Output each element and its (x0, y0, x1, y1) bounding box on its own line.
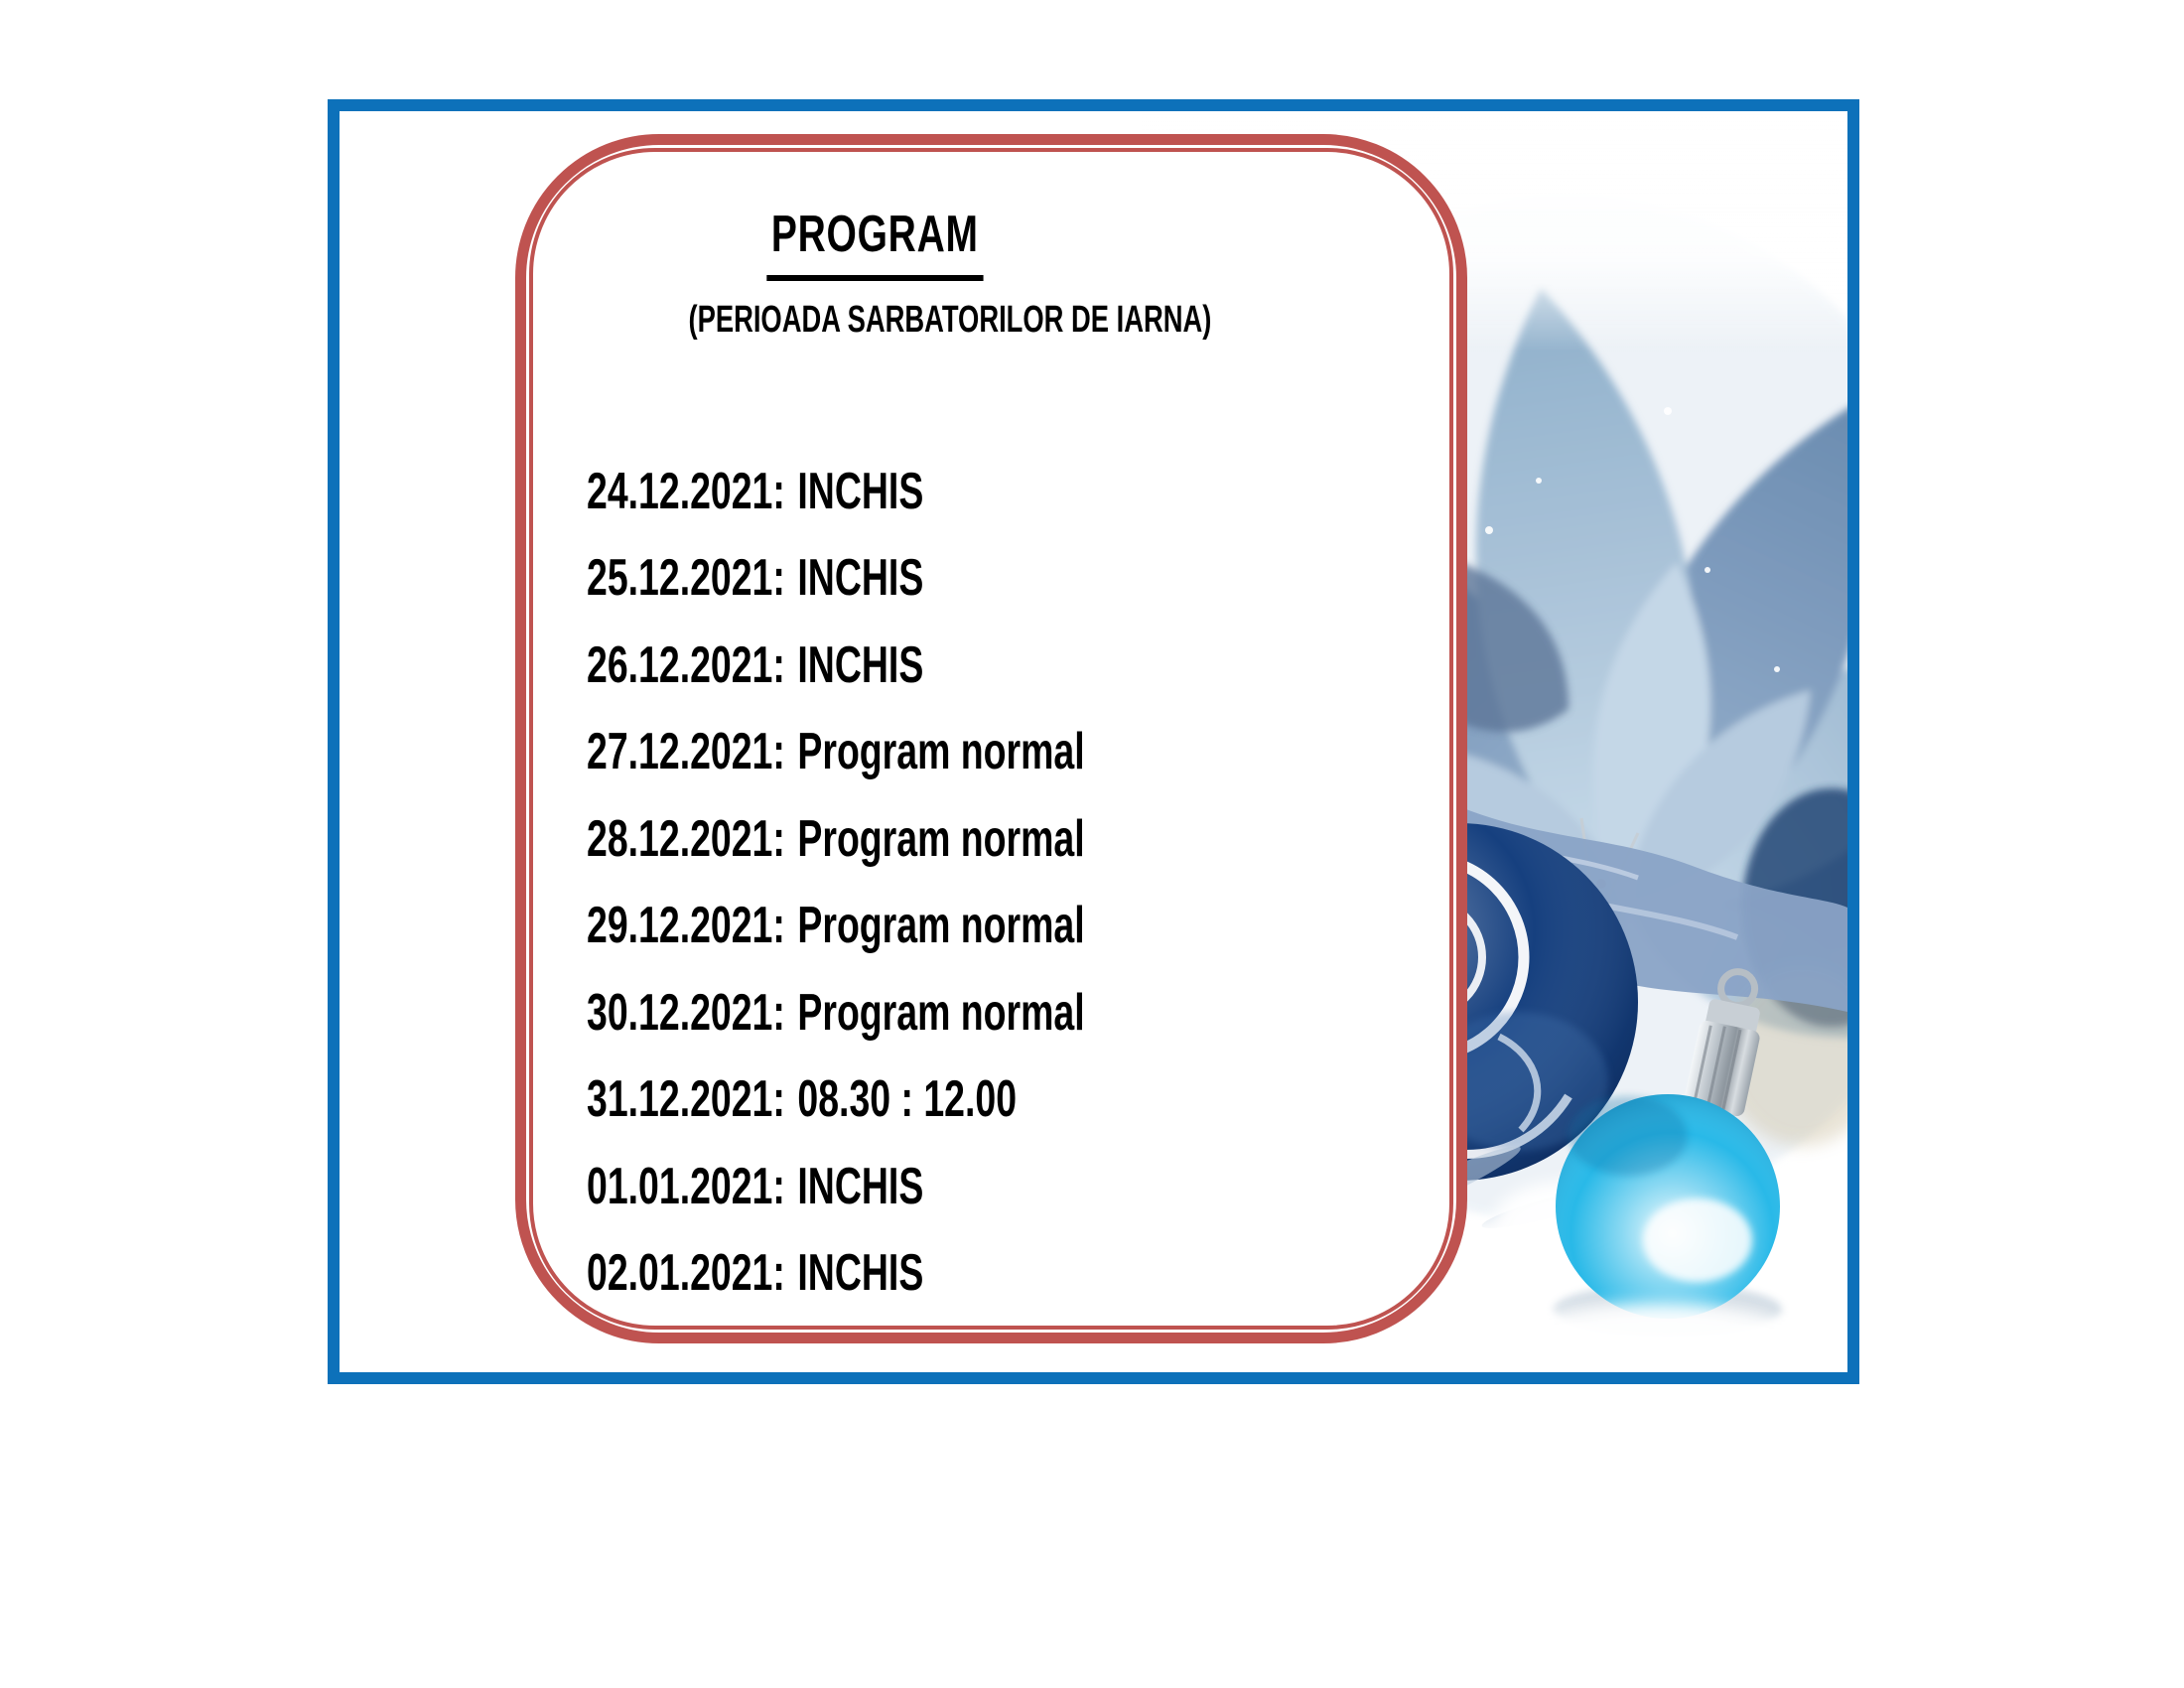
schedule-status: INCHIS (797, 1157, 924, 1215)
program-card (515, 134, 1467, 1343)
schedule-row (587, 535, 1159, 623)
schedule-row (587, 795, 1159, 883)
schedule-status: Program normal (797, 723, 1085, 781)
page-title (587, 202, 1162, 281)
page-subtitle (587, 297, 1212, 343)
schedule-status: INCHIS (797, 1244, 924, 1303)
schedule-date: 27.12.2021: (587, 723, 785, 781)
schedule-date: 25.12.2021: (587, 549, 785, 608)
page-title-text: PROGRAM (766, 202, 983, 281)
schedule-date: 30.12.2021: (587, 983, 785, 1042)
program-card-inner-border (529, 148, 1453, 1330)
schedule-status: INCHIS (797, 635, 924, 694)
schedule-row (587, 969, 1159, 1056)
schedule-date: 02.01.2021: (587, 1244, 785, 1303)
schedule-row (587, 1143, 1159, 1230)
schedule-list (587, 448, 1381, 1317)
schedule-status: INCHIS (797, 462, 924, 520)
schedule-row (587, 622, 1159, 709)
schedule-status: Program normal (797, 897, 1085, 955)
program-content (587, 202, 1381, 1317)
schedule-status: 08.30 : 12.00 (797, 1070, 1018, 1129)
schedule-row (587, 1056, 1159, 1144)
page-subtitle-text: (PERIOADA SARBATORILOR DE IARNA) (688, 299, 1212, 341)
schedule-row (587, 1230, 1159, 1318)
schedule-row (587, 883, 1159, 970)
schedule-status: INCHIS (797, 549, 924, 608)
schedule-date: 24.12.2021: (587, 462, 785, 520)
schedule-date: 01.01.2021: (587, 1157, 785, 1215)
schedule-status: Program normal (797, 983, 1085, 1042)
schedule-date: 29.12.2021: (587, 897, 785, 955)
schedule-row (587, 709, 1159, 796)
schedule-status: Program normal (797, 809, 1085, 868)
schedule-date: 28.12.2021: (587, 809, 785, 868)
schedule-row (587, 448, 1159, 535)
schedule-date: 26.12.2021: (587, 635, 785, 694)
schedule-date: 31.12.2021: (587, 1070, 785, 1129)
